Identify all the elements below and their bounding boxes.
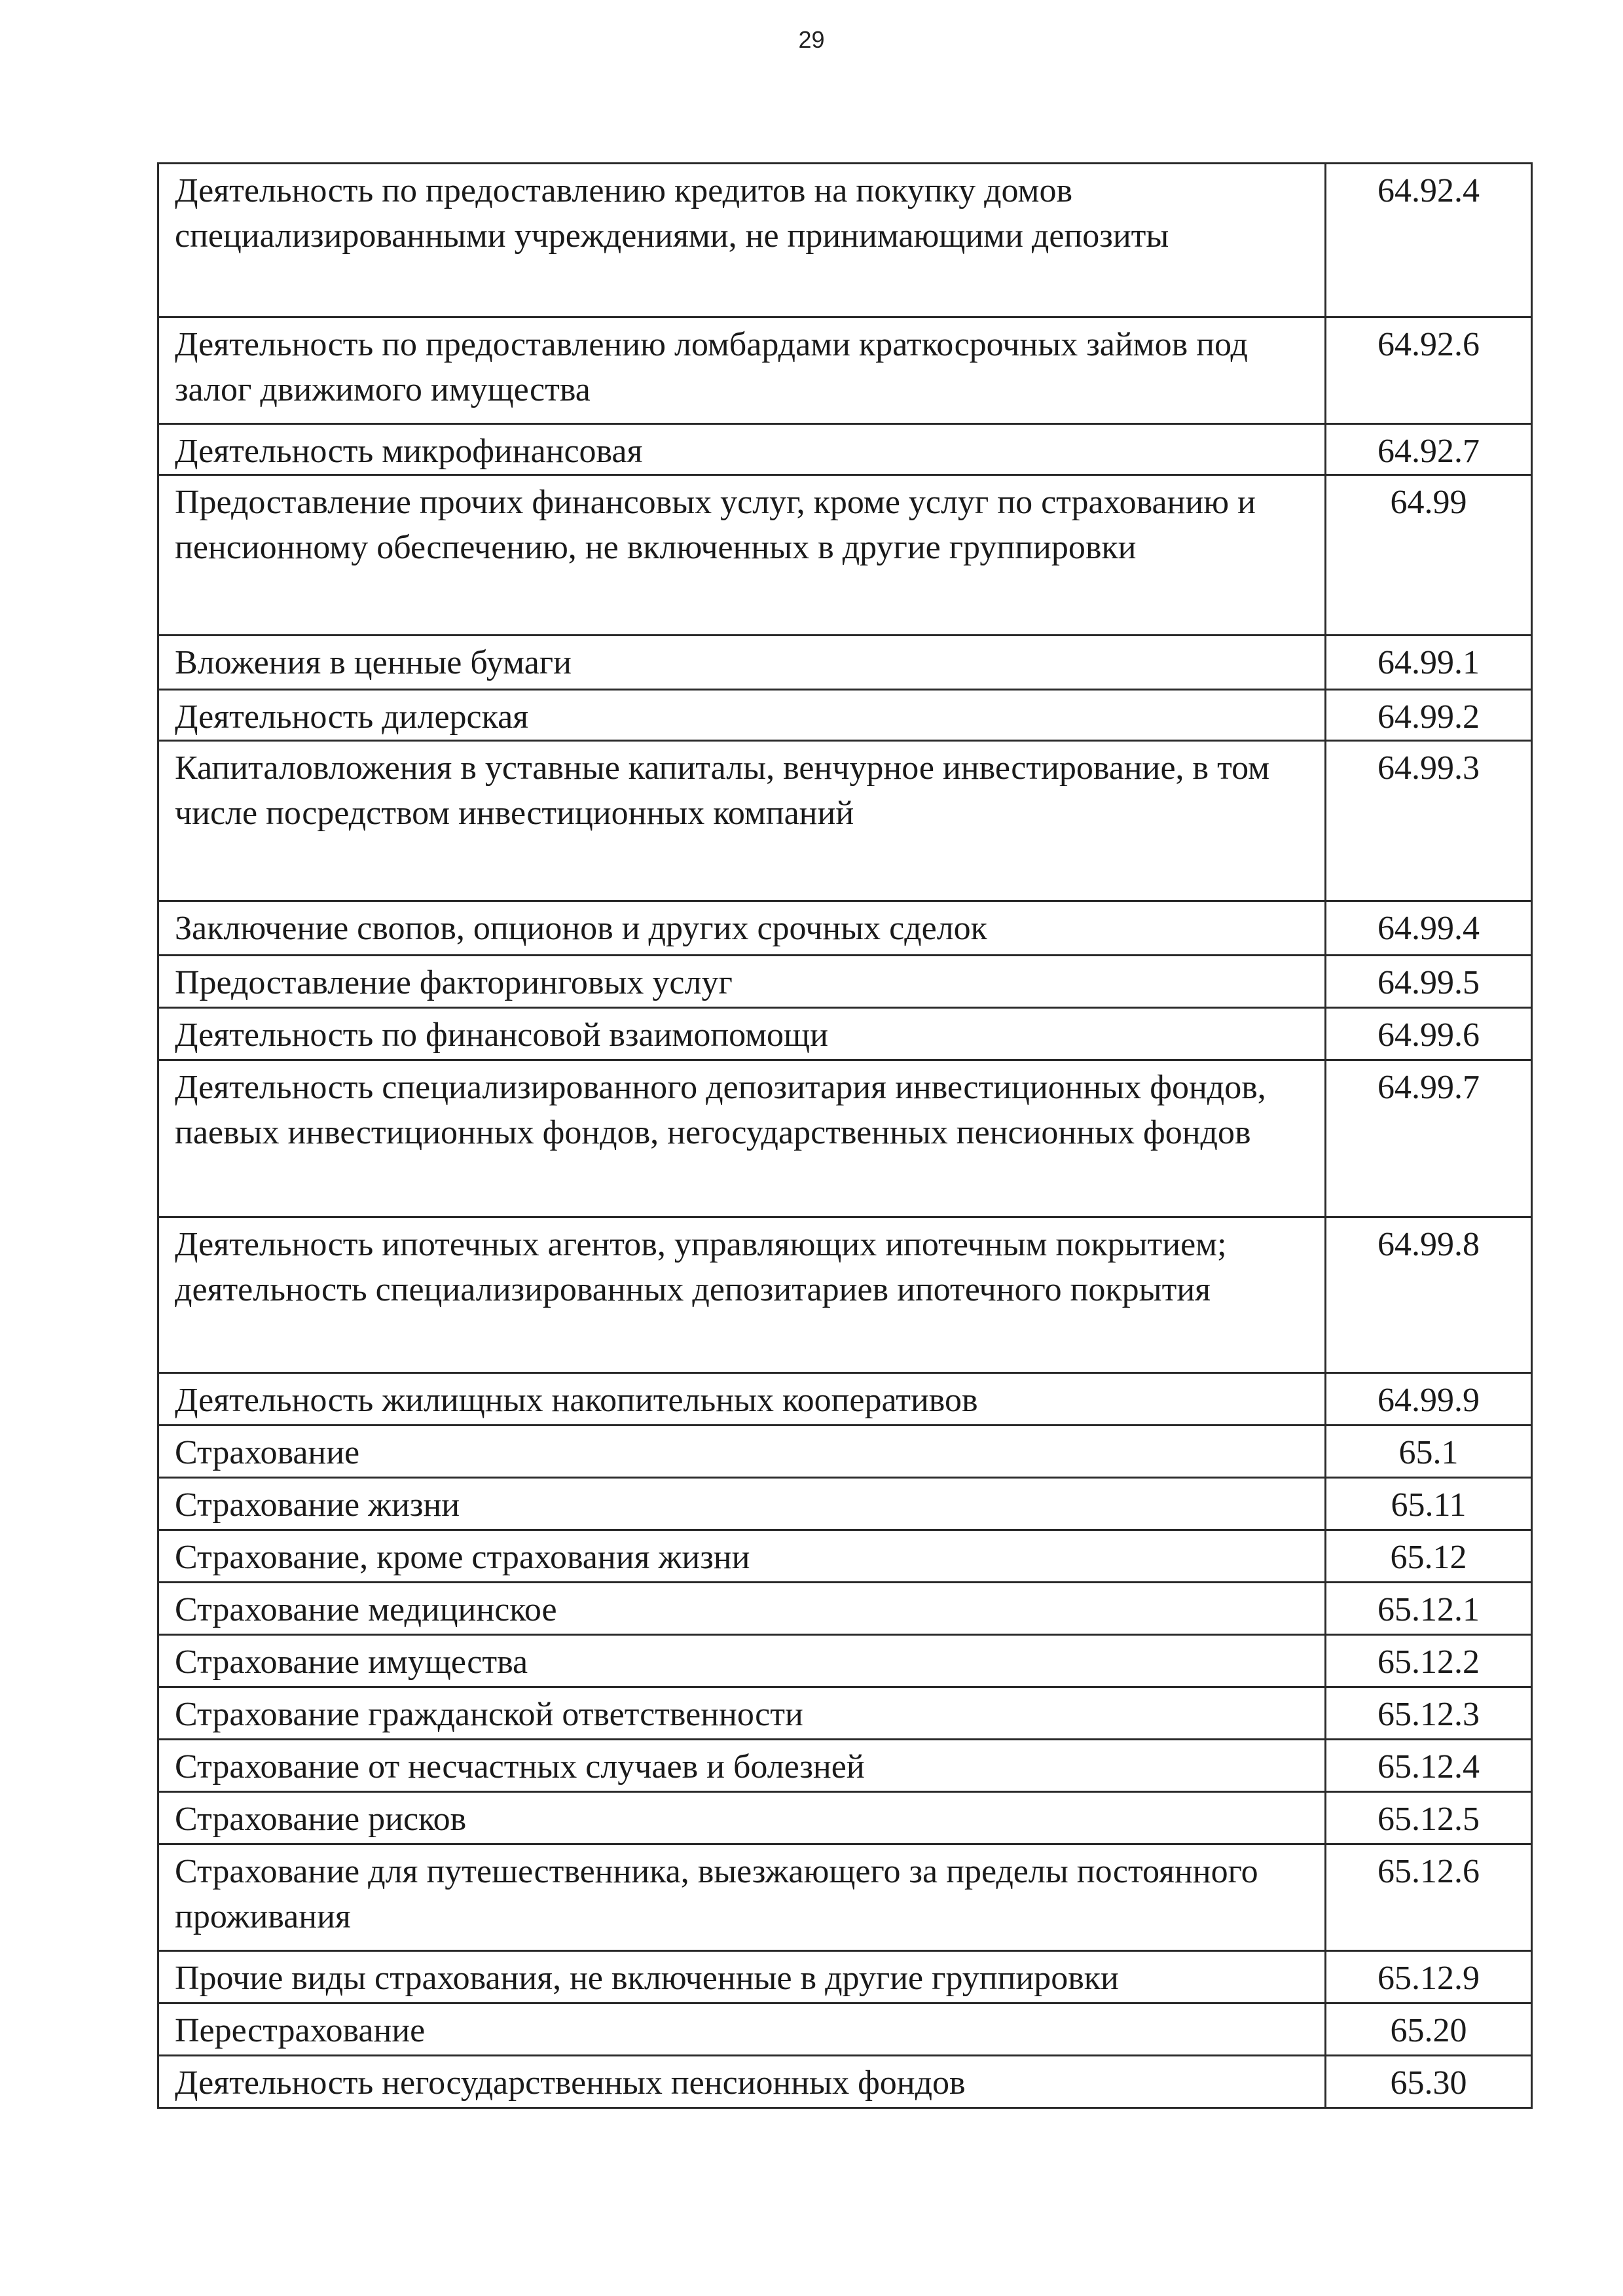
- activity-code: 64.92.6: [1326, 317, 1532, 424]
- activity-description: Страхование имущества: [158, 1635, 1326, 1687]
- table-row: [158, 956, 1532, 1008]
- table-row: [158, 636, 1532, 690]
- activity-code: 64.92.7: [1326, 424, 1532, 475]
- table-row: [158, 1951, 1532, 2003]
- activity-description: Деятельность по предоставлению ломбардами краткосрочных займов под залог движимого имущества: [158, 317, 1326, 424]
- table-row: [158, 1217, 1532, 1373]
- table-row: [158, 1426, 1532, 1478]
- activity-description: Прочие виды страхования, не включенные в другие группировки: [158, 1951, 1326, 2003]
- activity-code: 65.20: [1326, 2003, 1532, 2056]
- activity-description: Предоставление факторинговых услуг: [158, 956, 1326, 1008]
- activity-code: 64.99.3: [1326, 741, 1532, 901]
- table-row: [158, 1060, 1532, 1217]
- activity-description: Страхование, кроме страхования жизни: [158, 1530, 1326, 1583]
- activity-code: 64.92.4: [1326, 164, 1532, 317]
- activity-description: Вложения в ценные бумаги: [158, 636, 1326, 690]
- table-row: [158, 901, 1532, 956]
- activity-description: Деятельность микрофинансовая: [158, 424, 1326, 475]
- activity-code: 65.12.2: [1326, 1635, 1532, 1687]
- activity-description: Деятельность дилерская: [158, 690, 1326, 741]
- page-number: 29: [798, 26, 825, 53]
- table-row: [158, 1687, 1532, 1740]
- table-row: [158, 1373, 1532, 1426]
- activity-description: Деятельность негосударственных пенсионных фондов: [158, 2056, 1326, 2108]
- activity-description: Страхование: [158, 1426, 1326, 1478]
- activity-description: Деятельность специализированного депозитария инвестиционных фондов, паевых инвестиционных фондов, негосударственных пенсионных фондов: [158, 1060, 1326, 1217]
- activity-code: 65.12.4: [1326, 1740, 1532, 1792]
- activity-description: Страхование для путешественника, выезжающего за пределы постоянного проживания: [158, 1844, 1326, 1951]
- activity-code: 64.99.4: [1326, 901, 1532, 956]
- table-row: [158, 690, 1532, 741]
- activity-code: 65.30: [1326, 2056, 1532, 2108]
- activity-code: 65.12.9: [1326, 1951, 1532, 2003]
- activity-code: 64.99.5: [1326, 956, 1532, 1008]
- table-row: [158, 1583, 1532, 1635]
- activity-description: Предоставление прочих финансовых услуг, кроме услуг по страхованию и пенсионному обеспечению, не включенных в другие группировки: [158, 475, 1326, 636]
- activity-code: 65.11: [1326, 1478, 1532, 1530]
- activity-description: Страхование жизни: [158, 1478, 1326, 1530]
- activity-description: Страхование рисков: [158, 1792, 1326, 1844]
- activity-description: Капиталовложения в уставные капиталы, венчурное инвестирование, в том числе посредством инвестиционных компаний: [158, 741, 1326, 901]
- activity-code: 65.12.6: [1326, 1844, 1532, 1951]
- activity-code: 65.1: [1326, 1426, 1532, 1478]
- activity-description: Деятельность по предоставлению кредитов на покупку домов специализированными учреждениями, не принимающими депозиты: [158, 164, 1326, 317]
- activity-codes-table: [157, 162, 1533, 2109]
- table-row: [158, 317, 1532, 424]
- table-row: [158, 1008, 1532, 1060]
- activity-code: 65.12.3: [1326, 1687, 1532, 1740]
- activity-code: 64.99.6: [1326, 1008, 1532, 1060]
- activity-description: Страхование от несчастных случаев и болезней: [158, 1740, 1326, 1792]
- activity-description: Страхование медицинское: [158, 1583, 1326, 1635]
- activity-code: 64.99.7: [1326, 1060, 1532, 1217]
- activity-code: 64.99.8: [1326, 1217, 1532, 1373]
- activity-description: Деятельность ипотечных агентов, управляющих ипотечным покрытием; деятельность специализированных депозитариев ипотечного покрытия: [158, 1217, 1326, 1373]
- activity-description: Перестрахование: [158, 2003, 1326, 2056]
- activity-code: 64.99.1: [1326, 636, 1532, 690]
- table-row: [158, 424, 1532, 475]
- table-row: [158, 741, 1532, 901]
- table-row: [158, 1635, 1532, 1687]
- activity-description: Деятельность по финансовой взаимопомощи: [158, 1008, 1326, 1060]
- table-row: [158, 164, 1532, 317]
- activity-code: 64.99.9: [1326, 1373, 1532, 1426]
- table-row: [158, 475, 1532, 636]
- activity-code: 65.12.1: [1326, 1583, 1532, 1635]
- activity-code: 65.12: [1326, 1530, 1532, 1583]
- table-row: [158, 2003, 1532, 2056]
- table-row: [158, 1844, 1532, 1951]
- activity-code: 65.12.5: [1326, 1792, 1532, 1844]
- table-row: [158, 2056, 1532, 2108]
- table-row: [158, 1740, 1532, 1792]
- table-row: [158, 1478, 1532, 1530]
- activity-code: 64.99: [1326, 475, 1532, 636]
- table-row: [158, 1792, 1532, 1844]
- activity-description: Заключение свопов, опционов и других срочных сделок: [158, 901, 1326, 956]
- activity-description: Деятельность жилищных накопительных кооперативов: [158, 1373, 1326, 1426]
- activity-code: 64.99.2: [1326, 690, 1532, 741]
- activity-description: Страхование гражданской ответственности: [158, 1687, 1326, 1740]
- table-row: [158, 1530, 1532, 1583]
